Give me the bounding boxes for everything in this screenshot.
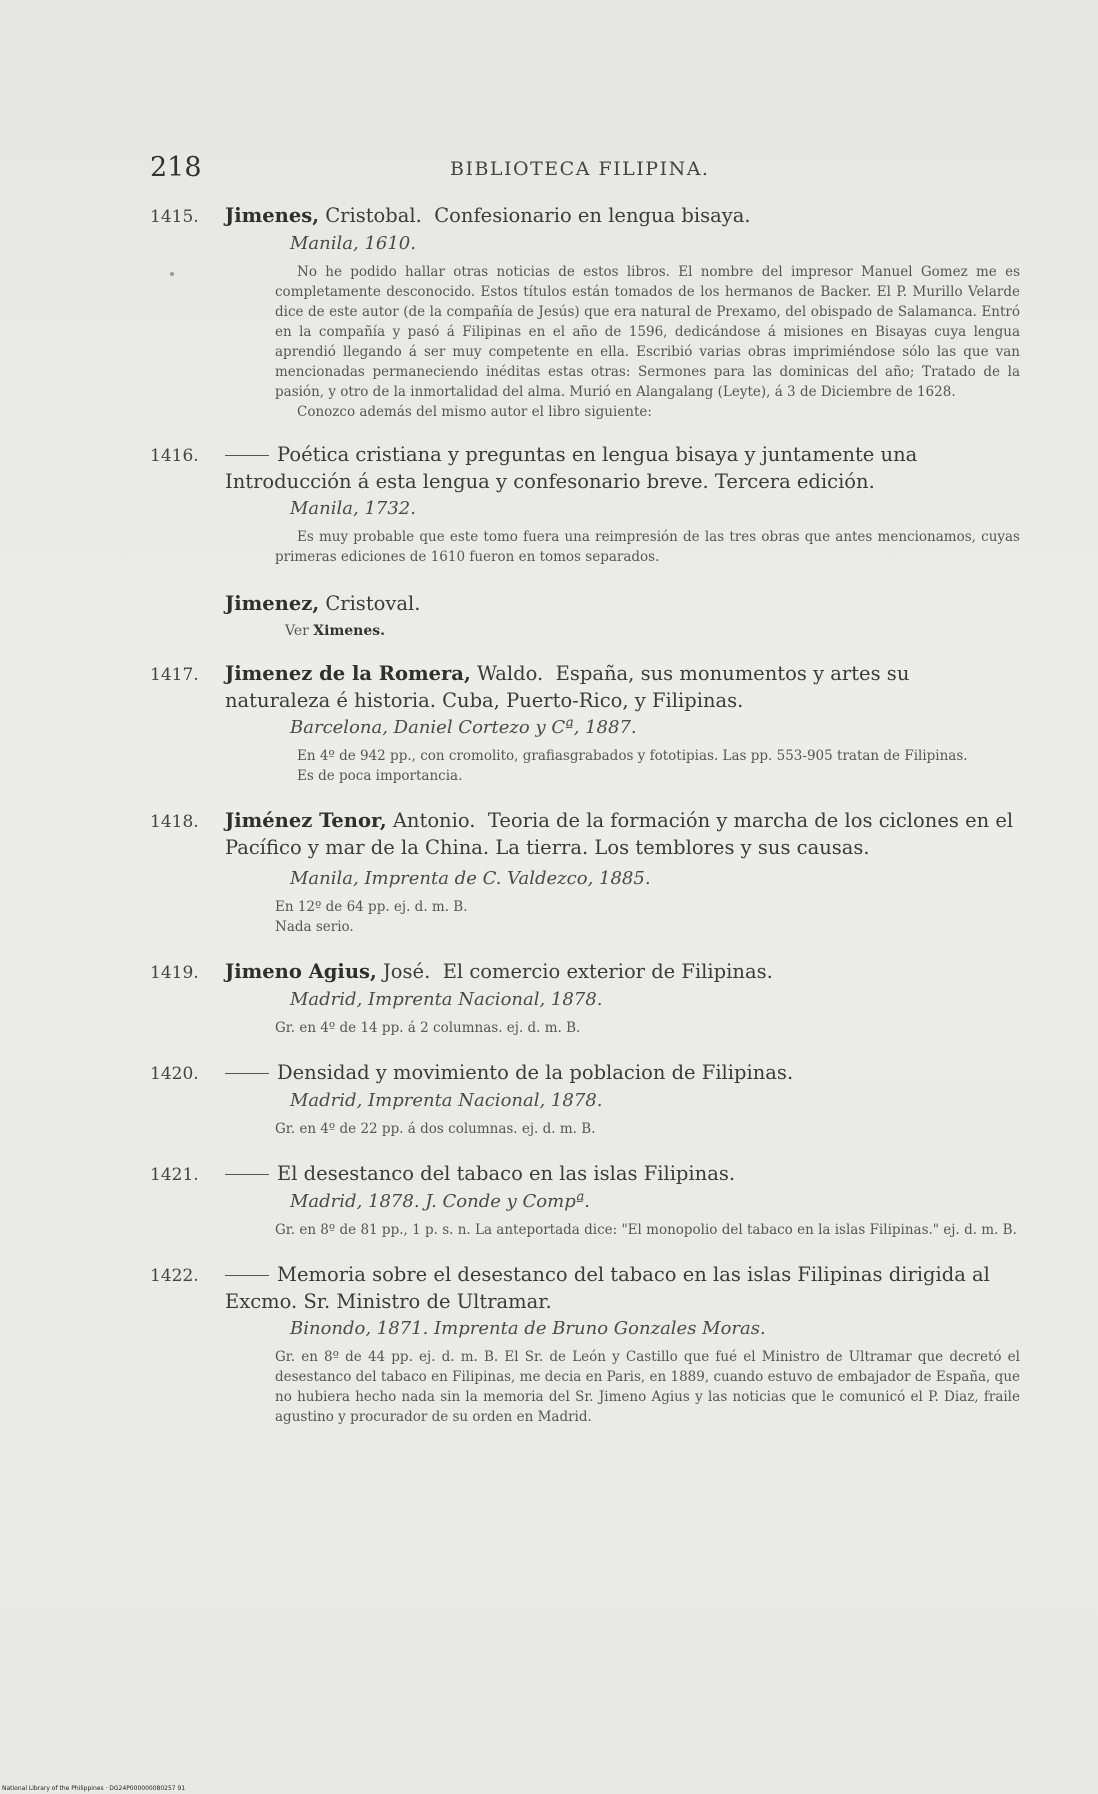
ditto-dash xyxy=(225,1275,269,1276)
page-number: 218 xyxy=(150,152,202,183)
note-paragraph: Gr. en 4º de 22 pp. á dos columnas. ej. d. m. B. xyxy=(275,1121,596,1137)
entry-notes xyxy=(150,897,1020,937)
entry-1420 xyxy=(150,1060,1020,1139)
ditto-dash xyxy=(225,455,269,456)
entry-notes xyxy=(150,1347,1020,1427)
note-paragraph: En 12º de 64 pp. ej. d. m. B. xyxy=(275,899,468,915)
note-paragraph: Gr. en 8º de 44 pp. ej. d. m. B. El Sr. de León y Castillo que fué el Ministro de Ultramar que decretó el desestanco del tabaco en Filipinas, me decia en Paris, en 1889, cuando estuvo de embajador de España, que no hubiera hecho nada sin la memoria del Sr. Jimeno Agius y las noticias que le comunicó el P. Diaz, fraile agustino y procurador de su orden en Madrid. xyxy=(275,1349,1020,1425)
note-paragraph: Gr. en 8º de 81 pp., 1 p. s. n. La anteportada dice: "El monopolio del tabaco en la islas Filipinas." ej. d. m. B. xyxy=(275,1222,1017,1238)
entry-number: 1422. xyxy=(150,1266,199,1286)
entry-1422 xyxy=(150,1262,1020,1427)
entry-1419 xyxy=(150,959,1020,1038)
entry-title: El desestanco del tabaco en las islas Filipinas. xyxy=(277,1162,736,1185)
entry-1416 xyxy=(150,442,1020,567)
ditto-dash xyxy=(225,1174,269,1175)
entry-1418 xyxy=(150,808,1020,937)
author-forename: Cristoval. xyxy=(325,592,421,615)
note-paragraph: Conozco además del mismo autor el libro siguiente: xyxy=(297,404,652,420)
author-surname: Jimenes, xyxy=(225,204,320,227)
entry-notes xyxy=(150,262,1020,422)
cross-reference-jimenez xyxy=(150,591,1020,639)
entries-list xyxy=(150,203,1020,1441)
entry-title: Densidad y movimiento de la poblacion de Filipinas. xyxy=(277,1061,794,1084)
entry-number: 1417. xyxy=(150,665,199,685)
entry-1417 xyxy=(150,661,1020,786)
note-paragraph: No he podido hallar otras noticias de estos libros. El nombre del impresor Manuel Gomez me es completamente desconocido. Estos títulos están tomados de los hermanos de Backer. El P. Murillo Velarde dice de este autor (de la compañía de Jesús) que era natural de Prexamo, del obispado de Salamanca. Entró en la compañía y pasó á Filipinas en el año de 1596, dedicándose á misiones en Bisayas cuya lengua aprendió llegando á ser muy competente en ella. Escribió varias obras imprimiéndose sólo las que van mencionadas permaneciendo inéditas estas otras: Sermones para las dominicas del año; Tratado de la pasión, y otro de la inmortalidad del alma. Murió en Alangalang (Leyte), á 3 de Diciembre de 1628. xyxy=(275,264,1020,400)
author-forename: José. xyxy=(382,960,431,983)
author-surname: Jimenez, xyxy=(225,592,320,615)
see-label: Ver xyxy=(285,623,309,639)
entry-number: 1419. xyxy=(150,963,199,983)
entry-imprint: Binondo, 1871. Imprenta de Bruno Gonzales Moras. xyxy=(290,1318,766,1339)
entry-imprint: Madrid, Imprenta Nacional, 1878. xyxy=(290,989,603,1010)
entry-1421 xyxy=(150,1161,1020,1240)
note-paragraph: Es muy probable que este tomo fuera una reimpresión de las tres obras que antes mencionamos, cuyas primeras ediciones de 1610 fueron en tomos separados. xyxy=(275,529,1020,565)
entry-notes xyxy=(150,1220,1020,1240)
entry-notes xyxy=(150,1018,1020,1038)
entry-imprint: Manila, Imprenta de C. Valdezco, 1885. xyxy=(290,868,651,889)
note-paragraph: Nada serio. xyxy=(275,919,354,935)
entry-title: España, sus monumentos y artes su naturaleza é historia. Cuba, Puerto-Rico, y Filipinas. xyxy=(225,662,910,712)
entry-notes xyxy=(150,1119,1020,1139)
author-forename: Cristobal. xyxy=(325,204,422,227)
entry-imprint: Madrid, Imprenta Nacional, 1878. xyxy=(290,1090,603,1111)
ditto-dash xyxy=(225,1073,269,1074)
entry-imprint: Madrid, 1878. J. Conde y Compª. xyxy=(290,1191,590,1212)
entry-title: Memoria sobre el desestanco del tabaco en las islas Filipinas dirigida al Excmo. Sr. Ministro de Ultramar. xyxy=(225,1263,990,1313)
page-header xyxy=(150,152,1020,192)
entry-notes xyxy=(150,746,1020,786)
note-paragraph: En 4º de 942 pp., con cromolito, grafiasgrabados y fototipias. Las pp. 553-905 tratan de Filipinas. xyxy=(297,748,968,764)
entry-title: Poética cristiana y preguntas en lengua bisaya y juntamente una Introducción á esta lengua y confesonario breve. Tercera edición. xyxy=(225,443,918,493)
running-title: BIBLIOTECA FILIPINA. xyxy=(450,158,710,180)
entry-title: Teoria de la formación y marcha de los ciclones en el Pacífico y mar de la China. La tierra. Los temblores y sus causas. xyxy=(225,809,1014,859)
author-surname: Jiménez Tenor, xyxy=(225,809,387,832)
entry-number: 1416. xyxy=(150,446,199,466)
entry-title: El comercio exterior de Filipinas. xyxy=(442,960,773,983)
scan-footer: National Library of the Philippines · DG24P000000080257 91 xyxy=(2,1785,186,1792)
entry-notes xyxy=(150,527,1020,567)
see-target: Ximenes. xyxy=(313,623,386,639)
entry-number: 1421. xyxy=(150,1165,199,1185)
entry-imprint: Manila, 1610. xyxy=(290,233,416,254)
author-surname: Jimenez de la Romera, xyxy=(225,662,471,685)
entry-imprint: Manila, 1732. xyxy=(290,498,416,519)
entry-title: Confesionario en lengua bisaya. xyxy=(434,204,751,227)
author-surname: Jimeno Agius, xyxy=(225,960,377,983)
entry-1415 xyxy=(150,203,1020,422)
entry-number: 1418. xyxy=(150,812,199,832)
entry-number: 1415. xyxy=(150,207,199,227)
author-forename: Waldo. xyxy=(476,662,544,685)
note-paragraph: Es de poca importancia. xyxy=(297,768,463,784)
author-forename: Antonio. xyxy=(392,809,476,832)
entry-number: 1420. xyxy=(150,1064,199,1084)
entry-imprint: Barcelona, Daniel Cortezo y Cª, 1887. xyxy=(290,717,637,738)
note-paragraph: Gr. en 4º de 14 pp. á 2 columnas. ej. d. m. B. xyxy=(275,1020,581,1036)
